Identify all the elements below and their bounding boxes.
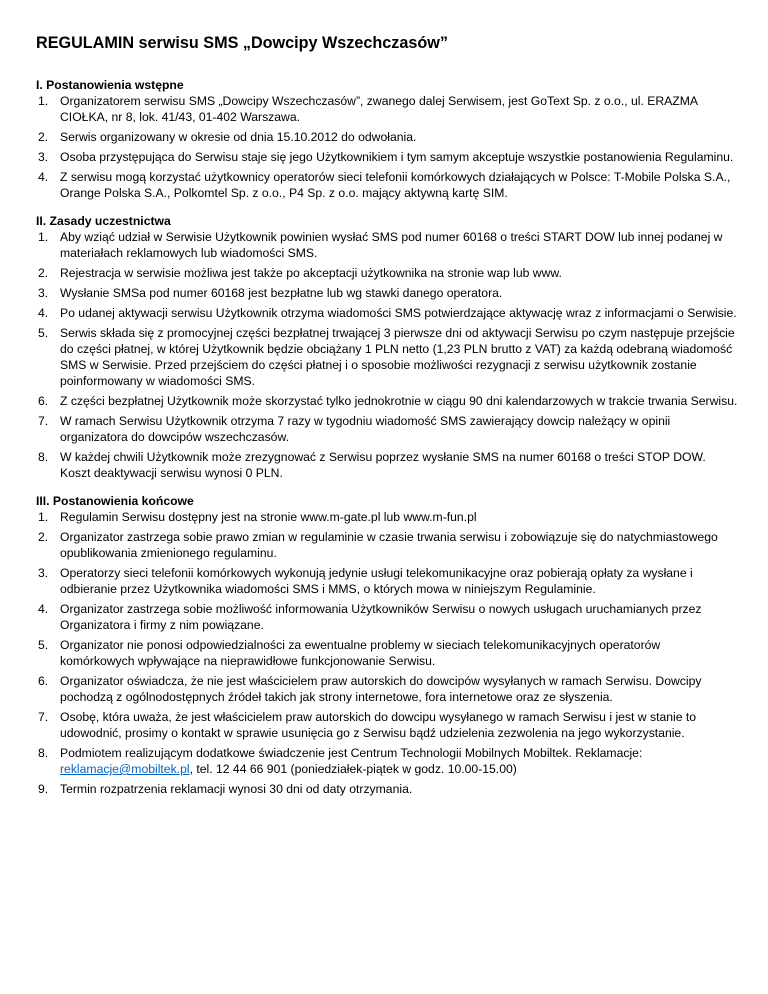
section-heading: II. Zasady uczestnictwa [36,214,171,228]
list-item: 7. W ramach Serwisu Użytkownik otrzyma 7 razy w tygodniu wiadomość SMS zawierający dowcip należący w opinii organizatora do dowcipów wszechczasów. [38,414,671,444]
list-item: 6. Z części bezpłatnej Użytkownik może skorzystać tylko jednokrotnie w ciągu 90 dni kalendarzowych w trakcie trwania Serwisu. [38,394,738,408]
provision-list [36,229,738,481]
list-item: 2. Organizator zastrzega sobie prawo zmian w regulaminie w czasie trwania serwisu i zobowiązuje się do natychmiastowego opublikowania zmienionego regulaminu. [38,530,718,560]
complaints-email-link[interactable]: reklamacje@mobiltek.pl [60,762,190,776]
list-item: 8. Podmiotem realizującym dodatkowe świadczenie jest Centrum Technologii Mobilnych Mobiltek. Reklamacje: reklamacje@mobiltek.pl, tel. 12 44 66 901 (poniedziałek-piątek w godz. 10.00-15.00) [36,745,738,777]
list-item: 5. Serwis składa się z promocyjnej części bezpłatnej trwającej 3 pierwsze dni od aktywacji Serwisu po czym następuje przejście do części płatnej, w której Użytkownik będzie obciążany 1 PLN netto (1,23 PLN brutto z VAT) za każdą odebraną wiadomość SMS w Serwisie. Przed przejściem do części płatnej i o sposobie możliwości rezygnacji z serwisu użytkownik zostanie poinformowany w wiadomości SMS. [38,326,735,388]
list-item: 1. Aby wziąć udział w Serwisie Użytkownik powinien wysłać SMS pod numer 60168 o treści START DOW lub innej podanej w materiałach reklamowych lub wiadomości SMS. [38,230,723,260]
list-item: 8. W każdej chwili Użytkownik może zrezygnować z Serwisu poprzez wysłanie SMS na numer 60168 o treści STOP DOW. Koszt deaktywacji serwisu wynosi 0 PLN. [38,450,706,480]
section-heading: III. Postanowienia końcowe [36,494,194,508]
list-item: 2. Serwis organizowany w okresie od dnia 15.10.2012 do odwołania. [38,130,417,144]
list-item: 5. Organizator nie ponosi odpowiedzialności za ewentualne problemy w sieciach telekomunikacyjnych operatorów komórkowych wpływające na nieprawidłowe funkcjonowanie Serwisu. [38,638,661,668]
section-heading: I. Postanowienia wstępne [36,78,184,92]
list-item: 3. Operatorzy sieci telefonii komórkowych wykonują jedynie usługi telekomunikacyjne oraz pobierają opłaty za wysłane i odbieranie przez Użytkownika wiadomości SMS i MMS, o których mowa w niniejszym Regulaminie. [38,566,693,596]
list-item: 9. Termin rozpatrzenia reklamacji wynosi 30 dni od daty otrzymania. [38,782,413,796]
list-item: 1. Regulamin Serwisu dostępny jest na stronie www.m-gate.pl lub www.m-fun.pl [38,510,477,524]
complaints-text: Podmiotem realizującym dodatkowe świadczenie jest Centrum Technologii Mobilnych Mobiltek. Reklamacje: reklamacje@mobiltek.pl, tel. 12 44 66 901 (poniedziałek-piątek w godz. 10.00-15.00) [60,746,643,776]
list-item: 3. Wysłanie SMSa pod numer 60168 jest bezpłatne lub wg stawki danego operatora. [38,286,503,300]
list-item: 1. Organizatorem serwisu SMS „Dowcipy Wszechczasów”, zwanego dalej Serwisem, jest GoText Sp. z o.o., ul. ERAZMA CIOŁKA, nr 8, lok. 41/43, 01-402 Warszawa. [38,94,698,124]
section-participation-rules [36,213,738,481]
list-item: 4. Z serwisu mogą korzystać użytkownicy operatorów sieci telefonii komórkowych działających w Polsce: T-Mobile Polska S.A., Orange Polska S.A., Polkomtel Sp. z o.o., P4 Sp. z o.o. mający aktywną kartę SIM. [38,170,731,200]
section-final-provisions [36,493,738,797]
document-title: REGULAMIN serwisu SMS „Dowcipy Wszechczasów” [36,34,448,52]
list-item: 7. Osobę, która uważa, że jest właścicielem praw autorskich do dowcipu wysyłanego w ramach Serwisu i jest w stanie to udowodnić, prosimy o kontakt w sprawie usunięcia go z Serwisu bądź udzielenia zezwolenia na jego wykorzystanie. [38,710,697,740]
section-general-provisions [36,77,738,201]
list-item: 4. Po udanej aktywacji serwisu Użytkownik otrzyma wiadomości SMS potwierdzające aktywację wraz z informacjami o Serwisie. [38,306,737,320]
provision-list [36,509,738,797]
list-item: 3. Osoba przystępująca do Serwisu staje się jego Użytkownikiem i tym samym akceptuje wszystkie postanowienia Regulaminu. [38,150,734,164]
list-item: 4. Organizator zastrzega sobie możliwość informowania Użytkowników Serwisu o nowych usługach uruchamianych przez Organizatora i firmy z nim powiązane. [38,602,702,632]
list-item: 2. Rejestracja w serwisie możliwa jest także po akceptacji użytkownika na stronie wap lub www. [38,266,562,280]
list-item: 6. Organizator oświadcza, że nie jest właścicielem praw autorskich do dowcipów wysyłanych w ramach Serwisu. Dowcipy pochodzą z ogólnodostępnych źródeł takich jak strony internetowe, fora internetowe oraz ze słyszenia. [38,674,702,704]
provision-list [36,93,738,201]
